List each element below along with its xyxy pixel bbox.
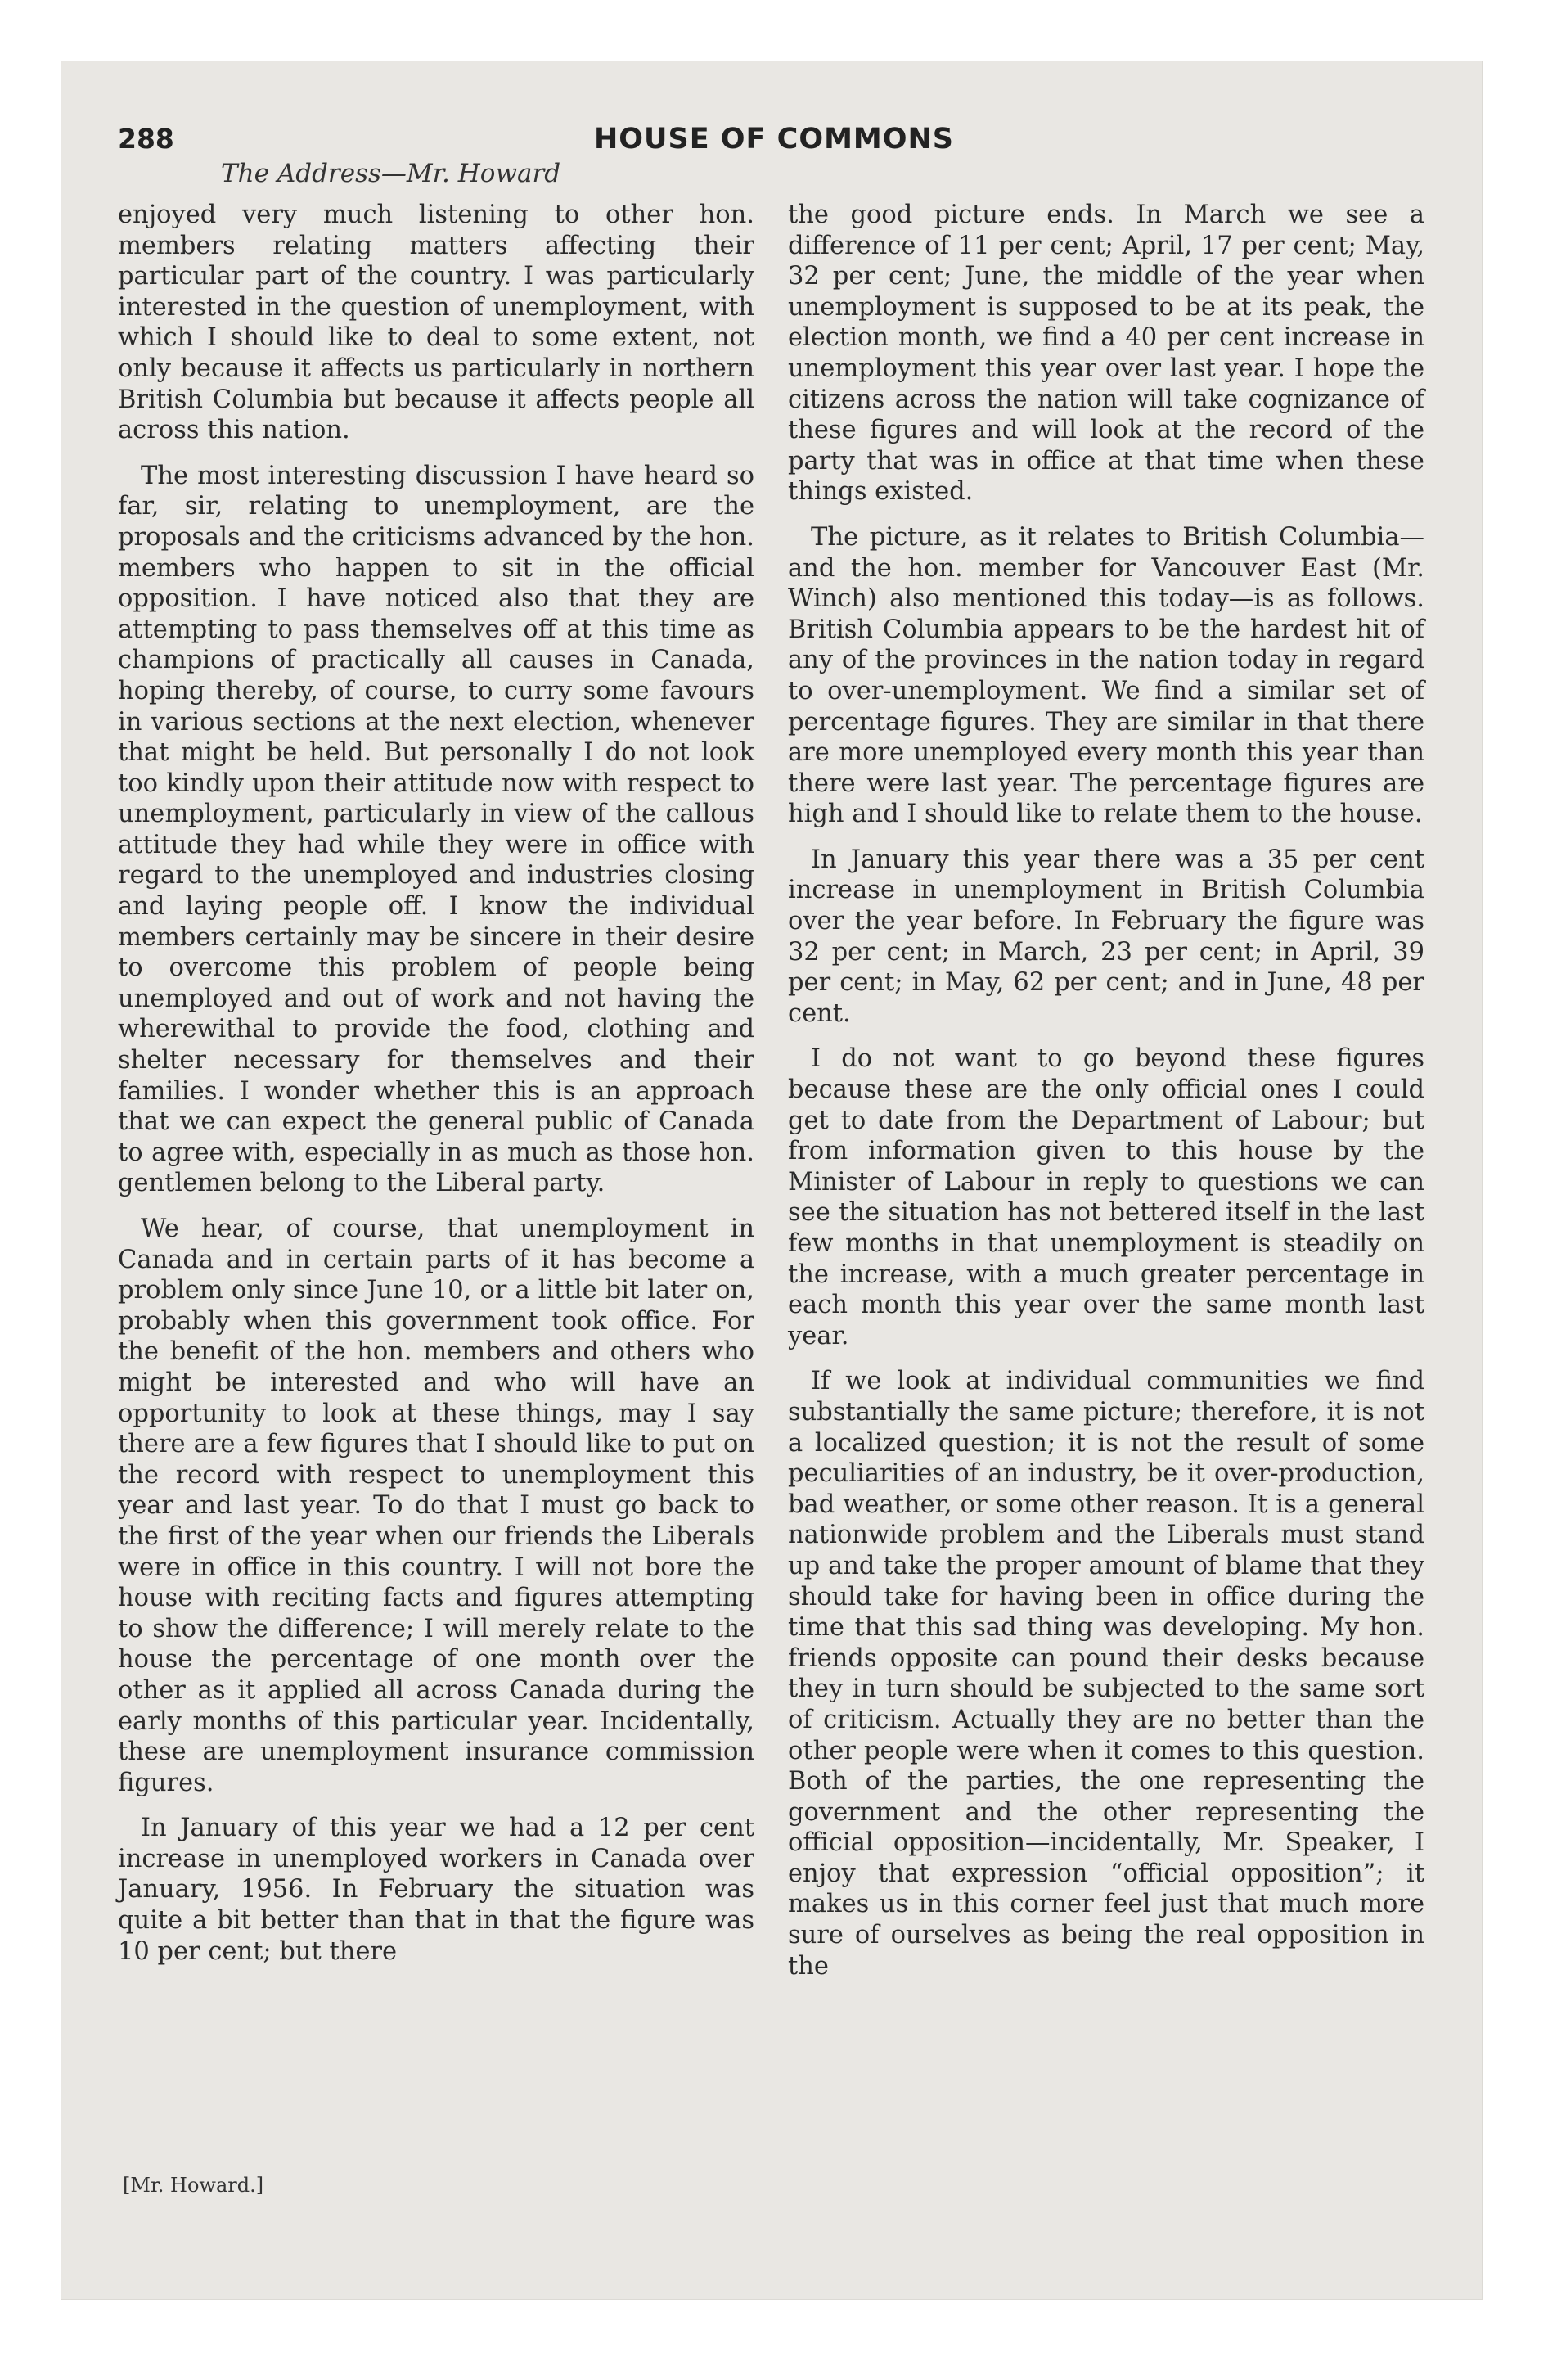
page-number: 288 (118, 123, 174, 155)
paragraph: The picture, as it relates to British Columbia—and the hon. member for Vancouver East (Mr. Winch) also mentioned this today—is as follows. British Columbia appears to be the hardest hit of any of the provinces in the nation today in regard to over-unemployment. We find a similar set of percentage figures. They are similar in that there are more unemployed every month this year than there were last year. The percentage figures are high and I should like to relate them to the house. (788, 522, 1424, 829)
paragraph: the good picture ends. In March we see a difference of 11 per cent; April, 17 per cent; May, 32 per cent; June, the middle of the year when unemployment is supposed to be at its peak, the election month, we find a 40 per cent increase in unemployment this year over last year. I hope the citizens across the nation will take cognizance of these figures and will look at the record of the party that was in office at that time when these things existed. (788, 201, 1424, 507)
paragraph: We hear, of course, that unemployment in Canada and in certain parts of it has become a problem only since June 10, or a little bit later on, probably when this government took office. For the benefit of the hon. members and others who might be interested and who will have an opportunity to look at these things, may I say there are a few figures that I should like to put on the record with respect to unemployment this year and last year. To do that I must go back to the first of the year when our friends the Liberals were in office in this country. I will not bore the house with reciting facts and figures attempting to show the difference; I will merely relate to the house the percentage of one month over the other as it applied all across Canada during the early months of this particular year. Incidentally, these are unemployment insurance commission figures. (118, 1215, 754, 1797)
left-column (118, 200, 754, 1981)
paragraph: The most interesting discussion I have heard so far, sir, relating to unemployment, are the proposals and the criticisms advanced by the hon. members who happen to sit in the official opposition. I have noticed also that they are attempting to pass themselves off at this time as champions of practically all causes in Canada, hoping thereby, of course, to curry some favours in various sections at the next election, whenever that might be held. But personally I do not look too kindly upon their attitude now with respect to unemployment, particularly in view of the callous attitude they had while they were in office with regard to the unemployed and industries closing and laying people off. I know the individual members certainly may be sincere in their desire to overcome this problem of people being unemployed and out of work and not having the wherewithal to provide the food, clothing and shelter necessary for themselves and their families. I wonder whether this is an approach that we can expect the general public of Canada to agree with, especially in as much as those hon. gentlemen belong to the Liberal party. (118, 461, 754, 1198)
section-subhead: The Address—Mr. Howard (221, 159, 561, 188)
paragraph: In January this year there was a 35 per cent increase in unemployment in British Columbia over the year before. In February the figure was 32 per cent; in March, 23 per cent; in April, 39 per cent; in May, 62 per cent; and in June, 48 per cent. (788, 845, 1424, 1028)
paragraph: In January of this year we had a 12 per cent increase in unemployed workers in Canada over January, 1956. In February the situation was quite a bit better than that in that the figure was 10 per cent; but there (118, 1814, 754, 1966)
right-column (788, 200, 1424, 1996)
paragraph: enjoyed very much listening to other hon. members relating matters affecting their particular part of the country. I was particularly interested in the question of unemployment, with which I should like to deal to some extent, not only because it affects us particularly in northern British Columbia but because it affects people all across this nation. (118, 201, 754, 445)
paragraph: I do not want to go beyond these figures because these are the only official ones I could get to date from the Department of Labour; but from information given to this house by the Minister of Labour in reply to questions we can see the situation has not bettered itself in the last few months in that unemployment is steadily on the increase, with a much greater percentage in each month this year over the same month last year. (788, 1044, 1424, 1350)
running-head: HOUSE OF COMMONS (594, 123, 954, 156)
speaker-attribution: [Mr. Howard.] (123, 2174, 264, 2197)
paragraph: If we look at individual communities we find substantially the same picture; therefore, it is not a localized question; it is not the result of some peculiarities of an industry, be it over-production, bad weather, or some other reason. It is a general nationwide problem and the Liberals must stand up and take the proper amount of blame that they should take for having been in office during the time that this sad thing was developing. My hon. friends opposite can pound their desks because they in turn should be subjected to the same sort of criticism. Actually they are no better than the other people were when it comes to this question. Both of the parties, the one representing the government and the other representing the official opposition—incidentally, Mr. Speaker, I enjoy that expression “official opposition”; it makes us in this corner feel just that much more sure of ourselves as being the real opposition in the (788, 1367, 1424, 1981)
